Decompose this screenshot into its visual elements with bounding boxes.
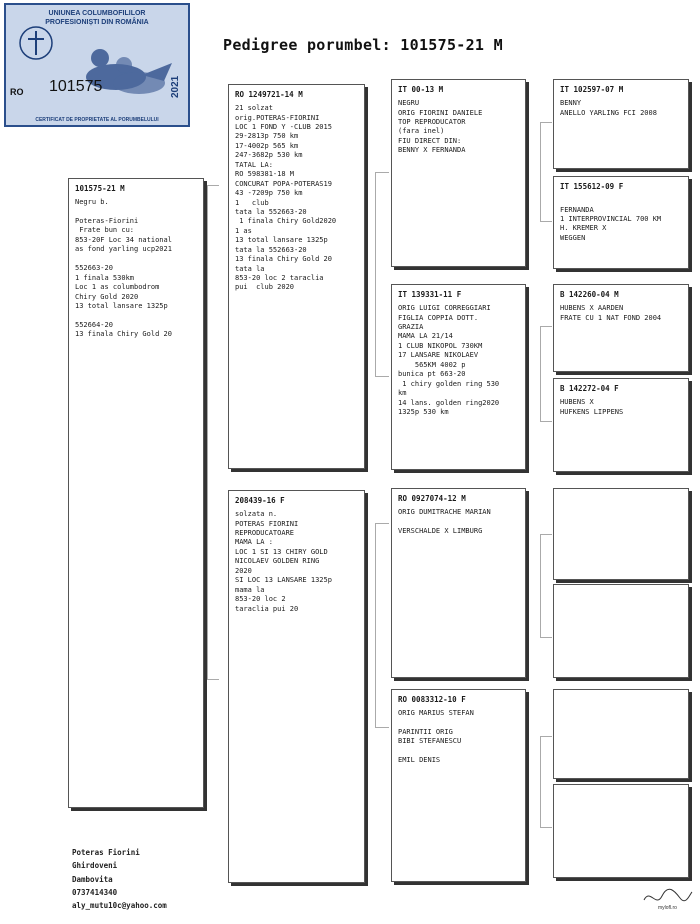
subject-card bbox=[68, 178, 204, 808]
great-grandparent-details bbox=[560, 196, 682, 243]
dam-sire-ring: RO 0927074-12 M bbox=[398, 494, 466, 503]
pedigree-line: FRATE CU 1 NAT FOND 2004 bbox=[560, 313, 662, 322]
pedigree-line bbox=[75, 311, 197, 320]
pedigree-line: 1 finala 530km bbox=[75, 273, 135, 282]
great-grandparent-ring: IT 102597-07 M bbox=[560, 85, 624, 94]
pedigree-line bbox=[398, 747, 519, 756]
pedigree-line: Frate bun cu: bbox=[75, 226, 135, 235]
sire-dam-details bbox=[398, 304, 519, 417]
great-grandparent-card bbox=[553, 176, 689, 269]
pedigree-line: LOC 1 SI 13 CHIRY GOLD bbox=[235, 547, 328, 556]
pedigree-line: tata la 552663-20 bbox=[235, 245, 307, 254]
connector-gen3-4 bbox=[540, 736, 552, 828]
page-title: Pedigree porumbel: 101575-21 M bbox=[223, 36, 503, 54]
pedigree-line: orig.POTERAS-FIORINI bbox=[235, 113, 320, 122]
owner-line: Ghirdoveni bbox=[72, 861, 118, 871]
pedigree-line: as fond yarling ucp2021 bbox=[75, 245, 172, 254]
pedigree-line: 1 CLUB NIKOPOL 730KM bbox=[398, 341, 483, 350]
pedigree-line: NEGRU bbox=[398, 99, 420, 108]
owner-line: Poteras Fiorini bbox=[72, 848, 140, 857]
pedigree-line: VERSCHALDE X LIMBURG bbox=[398, 527, 483, 535]
pedigree-line: HUBENS X AARDEN bbox=[560, 304, 624, 313]
great-grandparent-ring: IT 155612-09 F bbox=[560, 182, 624, 191]
pedigree-line: mama la bbox=[235, 585, 265, 594]
pedigree-line: Negru b. bbox=[75, 198, 109, 207]
dam-dam-ring: RO 0083312-10 F bbox=[398, 695, 466, 704]
pedigree-line: 43 -7209p 750 km bbox=[235, 189, 303, 198]
pedigree-line: 552664-20 bbox=[75, 320, 113, 329]
great-grandparent-ring: B 142272-04 F bbox=[560, 384, 619, 393]
svg-text:mylofl.ro: mylofl.ro bbox=[658, 905, 677, 911]
pedigree-line: 1 INTERPROVINCIAL 700 KM bbox=[560, 215, 662, 223]
connector-gen3-1 bbox=[540, 122, 552, 222]
subject-ring: 101575-21 M bbox=[75, 184, 125, 193]
sire-ring: RO 1249721-14 M bbox=[235, 90, 303, 99]
pedigree-line: Chiry Gold 2020 bbox=[75, 292, 139, 301]
pedigree-line: 1325p 530 km bbox=[398, 407, 449, 416]
stamp-ring-number: 101575 bbox=[49, 78, 103, 95]
pedigree-line: MAMA LA 21/14 bbox=[398, 332, 453, 341]
owner-line: 0737414340 bbox=[72, 888, 118, 898]
pedigree-line: 13 total lansare 1325p bbox=[235, 236, 328, 245]
pedigree-line: FIGLIA COPPIA DOTT. bbox=[398, 313, 479, 322]
pedigree-line: 565KM 4002 p bbox=[398, 360, 466, 369]
pedigree-line: 853-20 loc 2 taraclia bbox=[235, 274, 324, 282]
sire-details bbox=[235, 104, 358, 293]
dam-ring: 208439-16 F bbox=[235, 496, 285, 505]
pedigree-line: ORIG DUMITRACHE MARIAN bbox=[398, 508, 491, 517]
pedigree-line bbox=[398, 518, 519, 527]
pedigree-line: Loc 1 as columbodrom bbox=[75, 283, 160, 292]
owner-line: aly_mutu10c@yahoo.com bbox=[72, 901, 167, 911]
dam-sire-card bbox=[391, 488, 526, 678]
pedigree-line bbox=[75, 255, 197, 264]
great-grandparent-card bbox=[553, 79, 689, 169]
pedigree-line: MAMA LA : bbox=[235, 538, 273, 547]
great-grandparent-details bbox=[560, 99, 682, 118]
subject-details bbox=[75, 198, 197, 340]
pedigree-line: PARINTII ORIG bbox=[398, 728, 453, 736]
pedigree-line bbox=[398, 719, 519, 728]
pedigree-line: 13 finala Chiry Gold 20 bbox=[75, 330, 172, 339]
owner-line: Dambovita bbox=[72, 874, 113, 884]
pedigree-line: taraclia pui 20 bbox=[235, 604, 299, 613]
pedigree-line: 853-20 loc 2 bbox=[235, 595, 286, 604]
pedigree-line: 21 solzat bbox=[235, 104, 273, 113]
dam-sire-details bbox=[398, 508, 519, 536]
pedigree-line: 14 lans. golden ring2020 bbox=[398, 398, 500, 407]
sire-dam-ring: IT 139331-11 F bbox=[398, 290, 462, 299]
pedigree-line: REPRODUCATOARE bbox=[235, 529, 295, 537]
pedigree-line: 29-2813p 750 km bbox=[235, 132, 299, 141]
pedigree-line: 13 finala Chiry Gold 20 bbox=[235, 255, 332, 264]
pedigree-line: ORIG MARIUS STEFAN bbox=[398, 709, 474, 718]
owner-contact-block bbox=[72, 846, 167, 913]
pedigree-line: GRAZIA bbox=[398, 323, 424, 331]
sire-sire-details bbox=[398, 99, 519, 156]
great-grandparent-card bbox=[553, 488, 689, 580]
pedigree-line: BENNY X FERNANDA bbox=[398, 146, 466, 155]
sire-sire-card bbox=[391, 79, 526, 267]
pedigree-line: CONCURAT POPA-POTERAS19 bbox=[235, 179, 332, 188]
pedigree-line: 1 chiry golden ring 530 bbox=[398, 379, 500, 388]
pedigree-line: tata la 552663-20 bbox=[235, 207, 307, 216]
dam-dam-details bbox=[398, 709, 519, 766]
pedigree-line: TATAL LA: bbox=[235, 160, 273, 169]
pedigree-line: ORIG LUIGI CORREGGIARI bbox=[398, 304, 491, 313]
connector-gen2-bottom bbox=[375, 523, 389, 728]
pedigree-line: 13 total lansare 1325p bbox=[75, 301, 168, 310]
pedigree-line: 1 club bbox=[235, 198, 269, 207]
pedigree-line: (fara inel) bbox=[398, 127, 445, 136]
sire-dam-card bbox=[391, 284, 526, 470]
connector-gen1 bbox=[207, 185, 219, 680]
signature-stamp bbox=[640, 886, 695, 912]
great-grandparent-card bbox=[553, 378, 689, 472]
pedigree-line: BENNY bbox=[560, 99, 582, 108]
pedigree-line: POTERAS FIORINI bbox=[235, 519, 299, 528]
stamp-year: 2021 bbox=[170, 75, 181, 98]
svg-text:PROFESIONIȘTI DIN ROMÂNIA: PROFESIONIȘTI DIN ROMÂNIA bbox=[45, 19, 149, 26]
pedigree-line: LOC 1 FOND Y -CLUB 2015 bbox=[235, 123, 332, 131]
pedigree-line: 853-20F Loc 34 national bbox=[75, 235, 172, 244]
pedigree-line: 1 finala Chiry Gold2020 bbox=[235, 217, 337, 226]
ownership-certificate-stamp bbox=[4, 3, 190, 127]
connector-gen3-2 bbox=[540, 326, 552, 422]
pedigree-line: TOP REPRODUCATOR bbox=[398, 118, 466, 126]
pedigree-line: 1 as bbox=[235, 226, 252, 235]
pedigree-line: FERNANDA bbox=[560, 205, 594, 214]
pedigree-line: 2020 bbox=[235, 566, 252, 575]
pedigree-line: HUBENS X bbox=[560, 398, 594, 407]
great-grandparent-card bbox=[553, 284, 689, 372]
pedigree-line: FIU DIRECT DIN: bbox=[398, 136, 462, 145]
pedigree-line: SI LOC 13 LANSARE 1325p bbox=[235, 576, 332, 585]
pedigree-line: RO 598381-18 M bbox=[235, 170, 295, 179]
pedigree-line: km bbox=[398, 389, 407, 398]
pedigree-line: 552663-20 bbox=[75, 264, 113, 273]
dam-card bbox=[228, 490, 365, 883]
stamp-country: RO bbox=[10, 87, 24, 97]
dam-details bbox=[235, 510, 358, 614]
pedigree-line: solzata n. bbox=[235, 510, 278, 519]
sire-sire-ring: IT 00-13 M bbox=[398, 85, 444, 94]
pedigree-line: HUFKENS LIPPENS bbox=[560, 407, 624, 416]
pedigree-line: bunica pt 663-20 bbox=[398, 370, 466, 379]
great-grandparent-card bbox=[553, 689, 689, 779]
stamp-certificate: CERTIFICAT DE PROPRIETATE AL PORUMBELULUI bbox=[35, 117, 159, 123]
pedigree-line: H. KREMER X bbox=[560, 224, 607, 233]
pedigree-line: NICOLAEV GOLDEN RING bbox=[235, 557, 320, 566]
dam-dam-card bbox=[391, 689, 526, 882]
great-grandparent-card bbox=[553, 584, 689, 678]
great-grandparent-card bbox=[553, 784, 689, 878]
pedigree-line: tata la bbox=[235, 264, 265, 273]
pedigree-line: WEGGEN bbox=[560, 233, 586, 242]
sire-card bbox=[228, 84, 365, 469]
pedigree-line bbox=[560, 196, 682, 205]
pedigree-line bbox=[75, 208, 197, 217]
pedigree-line: BIBI STEFANESCU bbox=[398, 737, 462, 746]
pedigree-line: EMIL DENIS bbox=[398, 756, 441, 765]
pedigree-line: 17 LANSARE NIKOLAEV bbox=[398, 351, 479, 360]
stamp-association: UNIUNEA COLUMBOFILILOR bbox=[48, 10, 146, 17]
pedigree-line: Poteras-Fiorini bbox=[75, 217, 139, 225]
great-grandparent-details bbox=[560, 398, 682, 417]
pedigree-line: 247-3682p 530 km bbox=[235, 151, 303, 160]
pedigree-line: 17-4002p 565 km bbox=[235, 141, 299, 150]
connector-gen2-top bbox=[375, 172, 389, 377]
great-grandparent-ring: B 142260-04 M bbox=[560, 290, 619, 299]
pedigree-line: pui club 2020 bbox=[235, 283, 295, 292]
pedigree-line: ORIG FIORINI DANIELE bbox=[398, 108, 483, 117]
great-grandparent-details bbox=[560, 304, 682, 323]
pedigree-line: ANELLO YARLING FCI 2008 bbox=[560, 108, 657, 117]
connector-gen3-3 bbox=[540, 534, 552, 638]
